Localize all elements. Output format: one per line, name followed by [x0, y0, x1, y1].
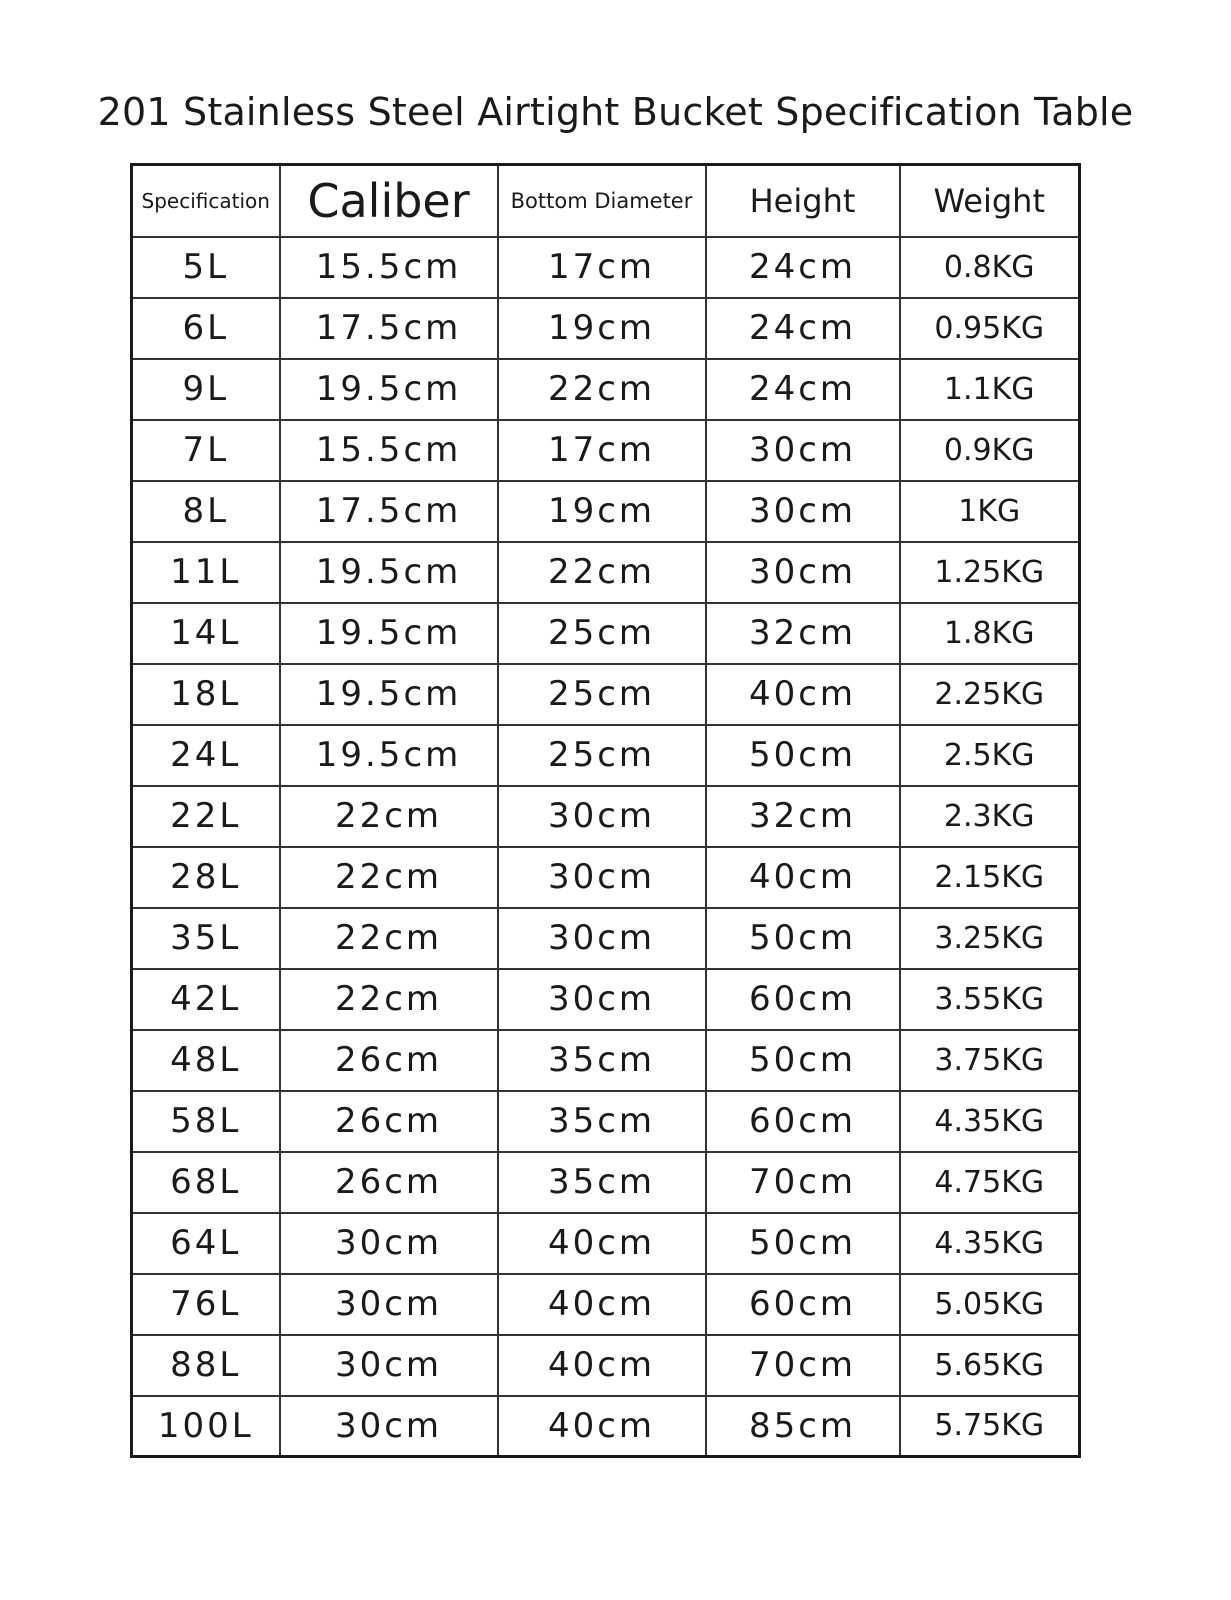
cell-weight: 3.25KG [900, 908, 1080, 969]
cell-bottom-diameter: 17cm [498, 420, 706, 481]
table-row [132, 1030, 1080, 1091]
cell-caliber: 15.5cm [280, 420, 498, 481]
specification-table [130, 163, 1081, 1458]
cell-caliber: 19.5cm [280, 359, 498, 420]
cell-specification: 42L [132, 969, 280, 1030]
table-row [132, 542, 1080, 603]
cell-weight: 0.95KG [900, 298, 1080, 359]
cell-height: 70cm [706, 1152, 900, 1213]
cell-bottom-diameter: 19cm [498, 481, 706, 542]
cell-specification: 88L [132, 1335, 280, 1396]
cell-weight: 4.35KG [900, 1091, 1080, 1152]
cell-weight: 1.25KG [900, 542, 1080, 603]
table-row [132, 969, 1080, 1030]
cell-caliber: 30cm [280, 1274, 498, 1335]
cell-height: 24cm [706, 298, 900, 359]
cell-caliber: 30cm [280, 1335, 498, 1396]
cell-caliber: 15.5cm [280, 237, 498, 298]
cell-caliber: 19.5cm [280, 664, 498, 725]
cell-bottom-diameter: 30cm [498, 969, 706, 1030]
cell-height: 85cm [706, 1396, 900, 1457]
cell-specification: 76L [132, 1274, 280, 1335]
table-row [132, 1152, 1080, 1213]
cell-bottom-diameter: 22cm [498, 359, 706, 420]
cell-height: 60cm [706, 969, 900, 1030]
table-row [132, 359, 1080, 420]
cell-height: 70cm [706, 1335, 900, 1396]
column-header-height: Height [706, 165, 900, 237]
column-header-bottom-diameter: Bottom Diameter [498, 165, 706, 237]
table-header-row [132, 165, 1080, 237]
cell-height: 40cm [706, 847, 900, 908]
cell-bottom-diameter: 35cm [498, 1152, 706, 1213]
cell-caliber: 17.5cm [280, 481, 498, 542]
cell-height: 32cm [706, 603, 900, 664]
cell-bottom-diameter: 19cm [498, 298, 706, 359]
cell-weight: 4.35KG [900, 1213, 1080, 1274]
table-row [132, 1213, 1080, 1274]
table-body [132, 237, 1080, 1457]
cell-caliber: 22cm [280, 908, 498, 969]
cell-specification: 6L [132, 298, 280, 359]
cell-weight: 0.8KG [900, 237, 1080, 298]
cell-specification: 18L [132, 664, 280, 725]
cell-bottom-diameter: 40cm [498, 1213, 706, 1274]
cell-caliber: 26cm [280, 1091, 498, 1152]
cell-bottom-diameter: 25cm [498, 603, 706, 664]
cell-specification: 68L [132, 1152, 280, 1213]
cell-weight: 4.75KG [900, 1152, 1080, 1213]
cell-height: 60cm [706, 1274, 900, 1335]
cell-bottom-diameter: 40cm [498, 1274, 706, 1335]
cell-caliber: 19.5cm [280, 725, 498, 786]
table-row [132, 664, 1080, 725]
cell-specification: 22L [132, 786, 280, 847]
cell-weight: 1.8KG [900, 603, 1080, 664]
cell-bottom-diameter: 40cm [498, 1335, 706, 1396]
cell-height: 32cm [706, 786, 900, 847]
cell-caliber: 26cm [280, 1152, 498, 1213]
cell-height: 60cm [706, 1091, 900, 1152]
cell-height: 30cm [706, 420, 900, 481]
cell-bottom-diameter: 22cm [498, 542, 706, 603]
table-row [132, 1396, 1080, 1457]
cell-bottom-diameter: 17cm [498, 237, 706, 298]
table-row [132, 725, 1080, 786]
cell-bottom-diameter: 25cm [498, 664, 706, 725]
cell-specification: 35L [132, 908, 280, 969]
cell-weight: 2.5KG [900, 725, 1080, 786]
cell-caliber: 30cm [280, 1396, 498, 1457]
cell-height: 24cm [706, 237, 900, 298]
cell-caliber: 19.5cm [280, 603, 498, 664]
cell-weight: 3.75KG [900, 1030, 1080, 1091]
cell-bottom-diameter: 30cm [498, 786, 706, 847]
cell-weight: 2.3KG [900, 786, 1080, 847]
cell-specification: 5L [132, 237, 280, 298]
table-row [132, 1091, 1080, 1152]
table-row [132, 298, 1080, 359]
cell-height: 50cm [706, 908, 900, 969]
cell-specification: 28L [132, 847, 280, 908]
cell-specification: 58L [132, 1091, 280, 1152]
cell-specification: 64L [132, 1213, 280, 1274]
cell-bottom-diameter: 25cm [498, 725, 706, 786]
table-row [132, 908, 1080, 969]
cell-caliber: 19.5cm [280, 542, 498, 603]
cell-caliber: 22cm [280, 969, 498, 1030]
cell-caliber: 22cm [280, 847, 498, 908]
cell-specification: 8L [132, 481, 280, 542]
cell-caliber: 26cm [280, 1030, 498, 1091]
table-row [132, 786, 1080, 847]
cell-caliber: 17.5cm [280, 298, 498, 359]
column-header-weight: Weight [900, 165, 1080, 237]
table-row [132, 1274, 1080, 1335]
cell-specification: 7L [132, 420, 280, 481]
cell-height: 30cm [706, 481, 900, 542]
cell-specification: 9L [132, 359, 280, 420]
cell-height: 24cm [706, 359, 900, 420]
cell-bottom-diameter: 40cm [498, 1396, 706, 1457]
cell-bottom-diameter: 35cm [498, 1030, 706, 1091]
cell-weight: 3.55KG [900, 969, 1080, 1030]
column-header-specification: Specification [132, 165, 280, 237]
cell-height: 50cm [706, 1030, 900, 1091]
table-row [132, 1335, 1080, 1396]
cell-weight: 5.75KG [900, 1396, 1080, 1457]
cell-specification: 11L [132, 542, 280, 603]
cell-height: 30cm [706, 542, 900, 603]
cell-weight: 0.9KG [900, 420, 1080, 481]
cell-weight: 5.05KG [900, 1274, 1080, 1335]
cell-specification: 24L [132, 725, 280, 786]
cell-caliber: 30cm [280, 1213, 498, 1274]
cell-weight: 2.15KG [900, 847, 1080, 908]
cell-bottom-diameter: 35cm [498, 1091, 706, 1152]
table-row [132, 420, 1080, 481]
cell-height: 50cm [706, 725, 900, 786]
cell-specification: 48L [132, 1030, 280, 1091]
cell-bottom-diameter: 30cm [498, 847, 706, 908]
cell-weight: 5.65KG [900, 1335, 1080, 1396]
cell-specification: 14L [132, 603, 280, 664]
cell-caliber: 22cm [280, 786, 498, 847]
cell-height: 50cm [706, 1213, 900, 1274]
cell-weight: 1KG [900, 481, 1080, 542]
table-row [132, 847, 1080, 908]
table-row [132, 237, 1080, 298]
table-row [132, 481, 1080, 542]
cell-weight: 2.25KG [900, 664, 1080, 725]
page-title: 201 Stainless Steel Airtight Bucket Specification Table [97, 90, 1134, 134]
cell-height: 40cm [706, 664, 900, 725]
table-row [132, 603, 1080, 664]
cell-weight: 1.1KG [900, 359, 1080, 420]
cell-specification: 100L [132, 1396, 280, 1457]
cell-bottom-diameter: 30cm [498, 908, 706, 969]
column-header-caliber: Caliber [280, 165, 498, 237]
